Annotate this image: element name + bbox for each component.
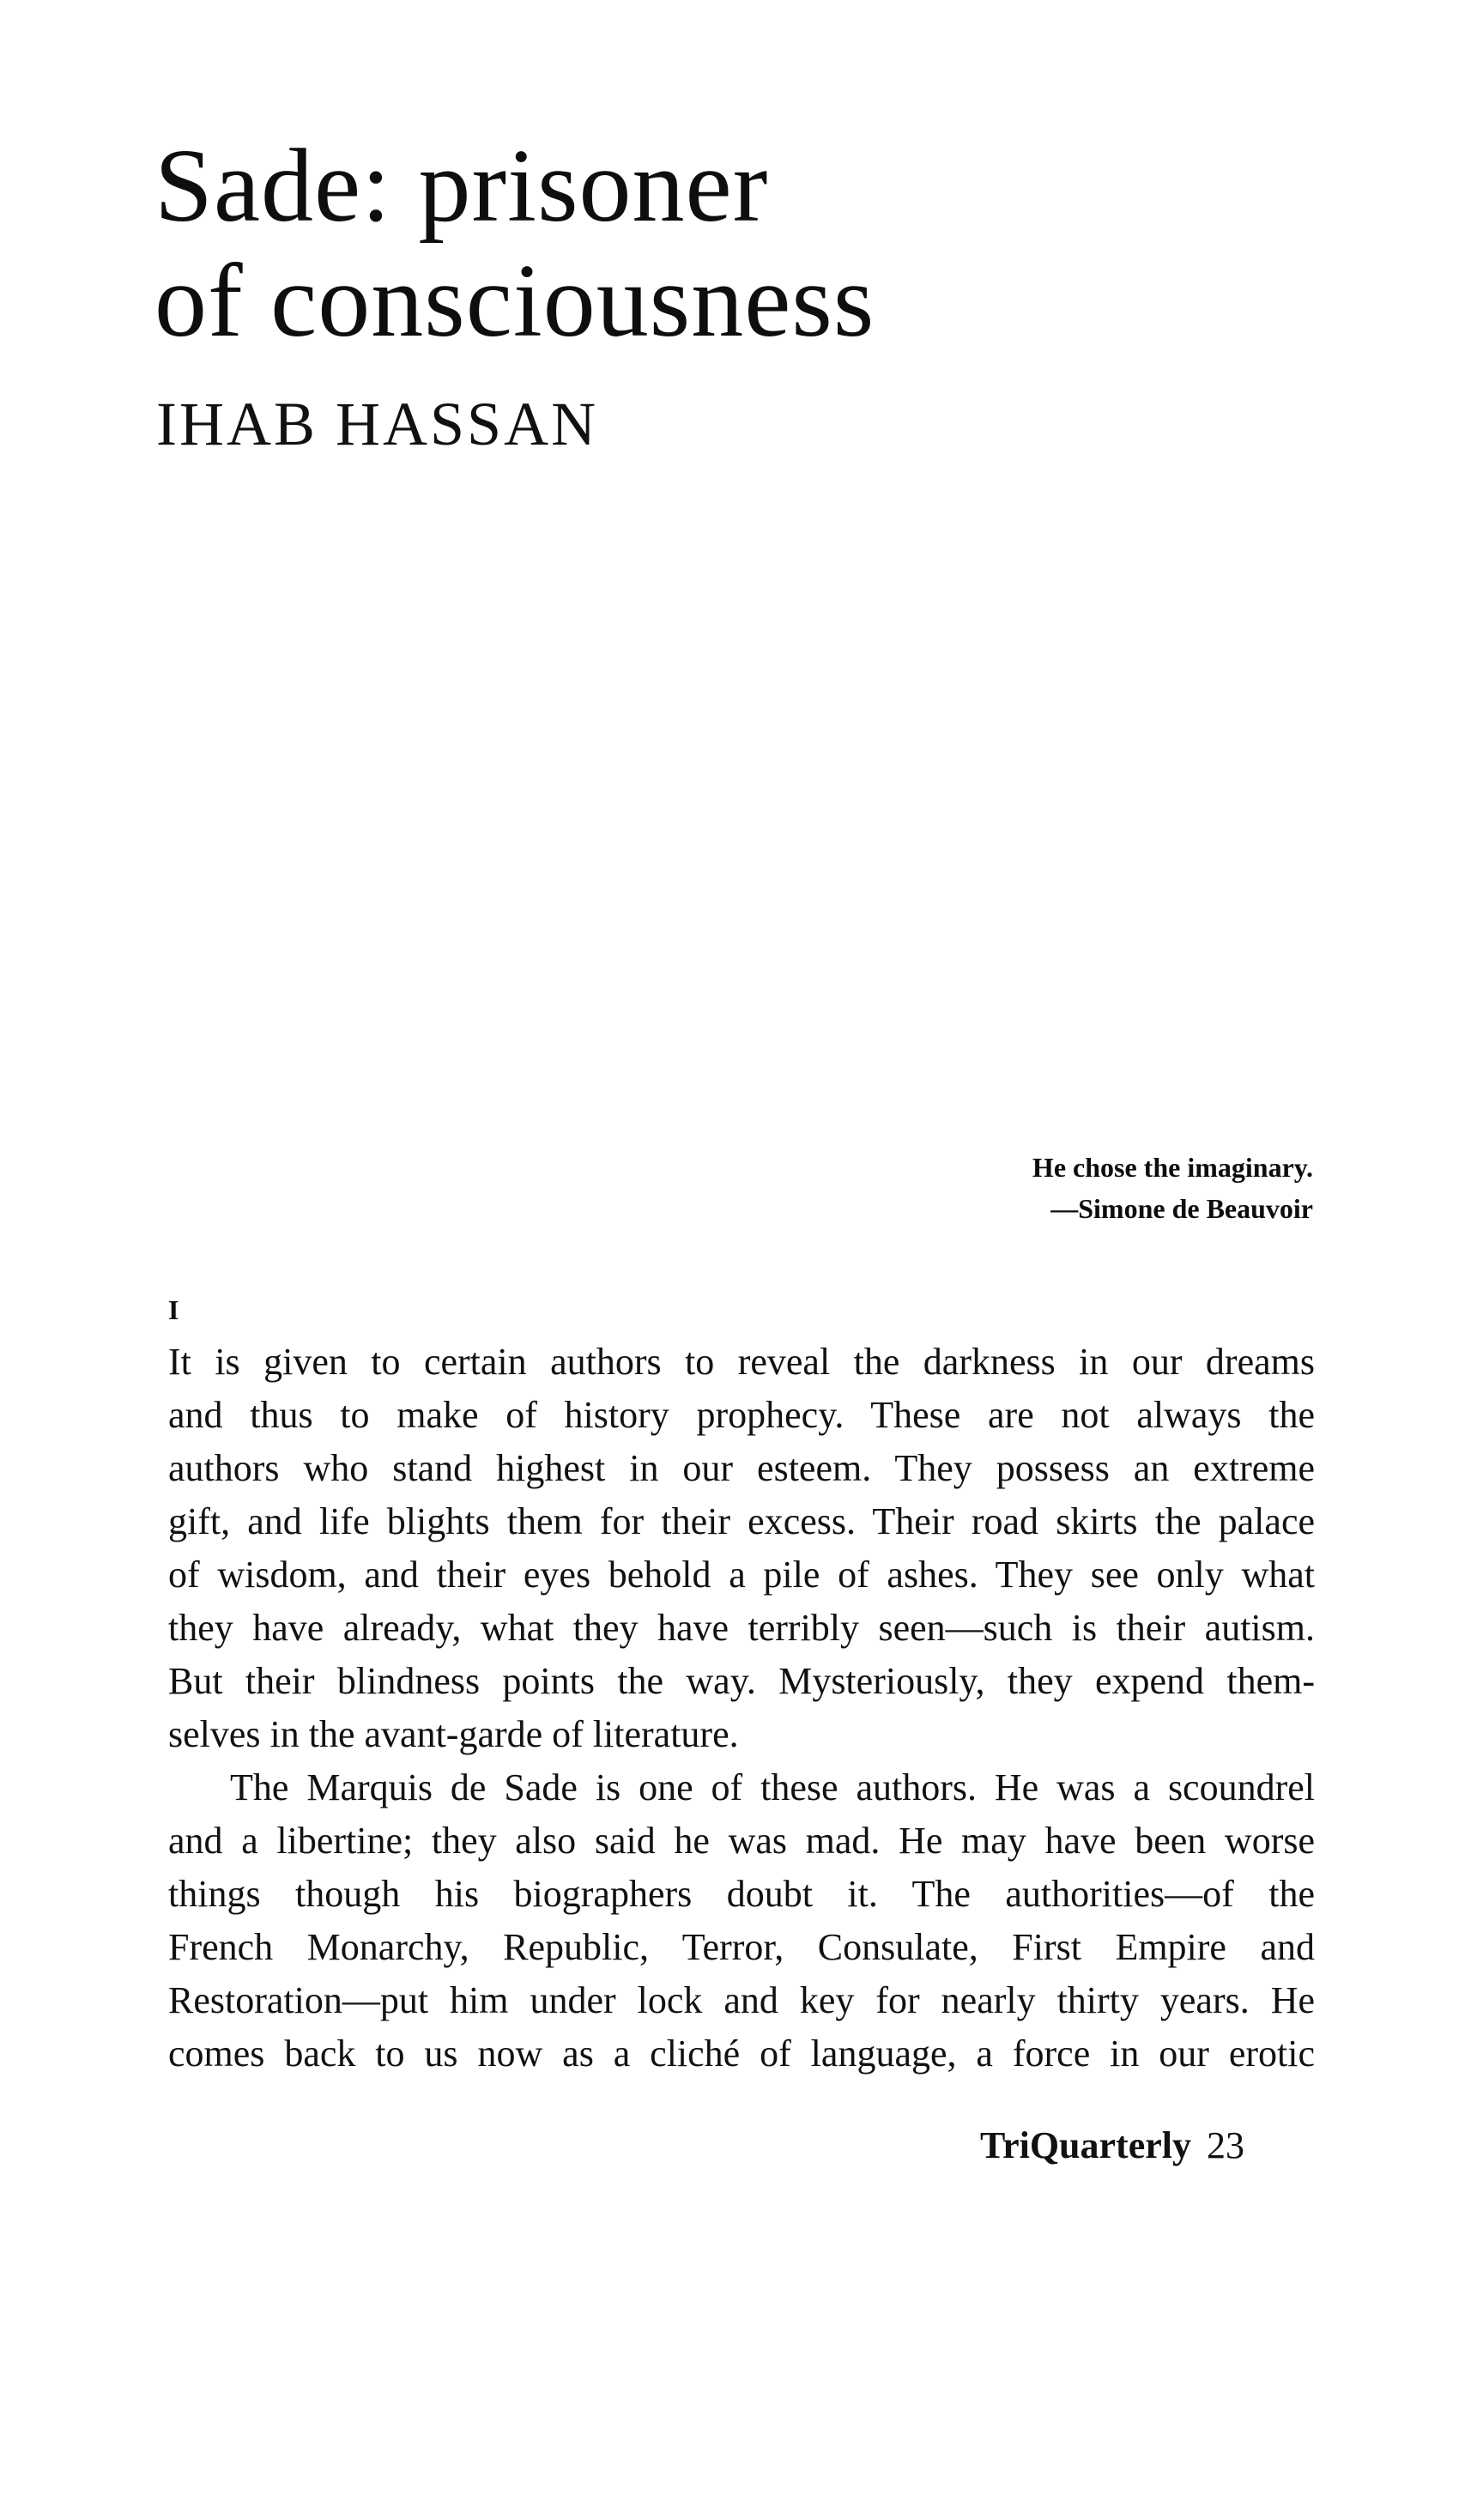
article-title-line-1: Sade: prisoner bbox=[154, 128, 769, 244]
page-number: 23 bbox=[1207, 2124, 1244, 2166]
body-line: But their blindness points the way. Mysteriously, they expend them- bbox=[168, 1660, 1315, 1702]
article-body bbox=[168, 1336, 1315, 2081]
body-line: of wisdom, and their eyes behold a pile of ashes. They see only what bbox=[168, 1554, 1315, 1596]
body-line: French Monarchy, Republic, Terror, Consulate, First Empire and bbox=[168, 1926, 1315, 1968]
body-line: things though his biographers doubt it. The authorities—of the bbox=[168, 1873, 1315, 1915]
body-line: authors who stand highest in our esteem. They possess an extreme bbox=[168, 1447, 1315, 1489]
body-line: It is given to certain authors to reveal the darkness in our dreams bbox=[168, 1341, 1315, 1383]
body-line: The Marquis de Sade is one of these authors. He was a scoundrel bbox=[230, 1766, 1315, 1808]
epigraph bbox=[1032, 1147, 1313, 1229]
article-author: IHAB HASSAN bbox=[156, 390, 599, 458]
body-line: comes back to us now as a cliché of language, a force in our erotic bbox=[168, 2032, 1315, 2075]
page-footer bbox=[980, 2122, 1244, 2170]
body-line: and a libertine; they also said he was mad. He may have been worse bbox=[168, 1820, 1315, 1862]
body-line: Restoration—put him under lock and key for nearly thirty years. He bbox=[168, 1979, 1315, 2021]
article-title-line-2: of consciousness bbox=[154, 243, 875, 359]
body-line: selves in the avant-garde of literature. bbox=[168, 1713, 739, 1755]
journal-name: TriQuarterly bbox=[980, 2124, 1191, 2166]
body-line: they have already, what they have terribly seen—such is their autism. bbox=[168, 1607, 1315, 1649]
body-line: gift, and life blights them for their excess. Their road skirts the palace bbox=[168, 1500, 1315, 1542]
body-line: and thus to make of history prophecy. These are not always the bbox=[168, 1394, 1315, 1436]
epigraph-attribution: —Simone de Beauvoir bbox=[1050, 1193, 1313, 1224]
epigraph-quote: He chose the imaginary. bbox=[1032, 1152, 1313, 1183]
section-number: I bbox=[168, 1294, 179, 1325]
article-title bbox=[154, 129, 875, 359]
